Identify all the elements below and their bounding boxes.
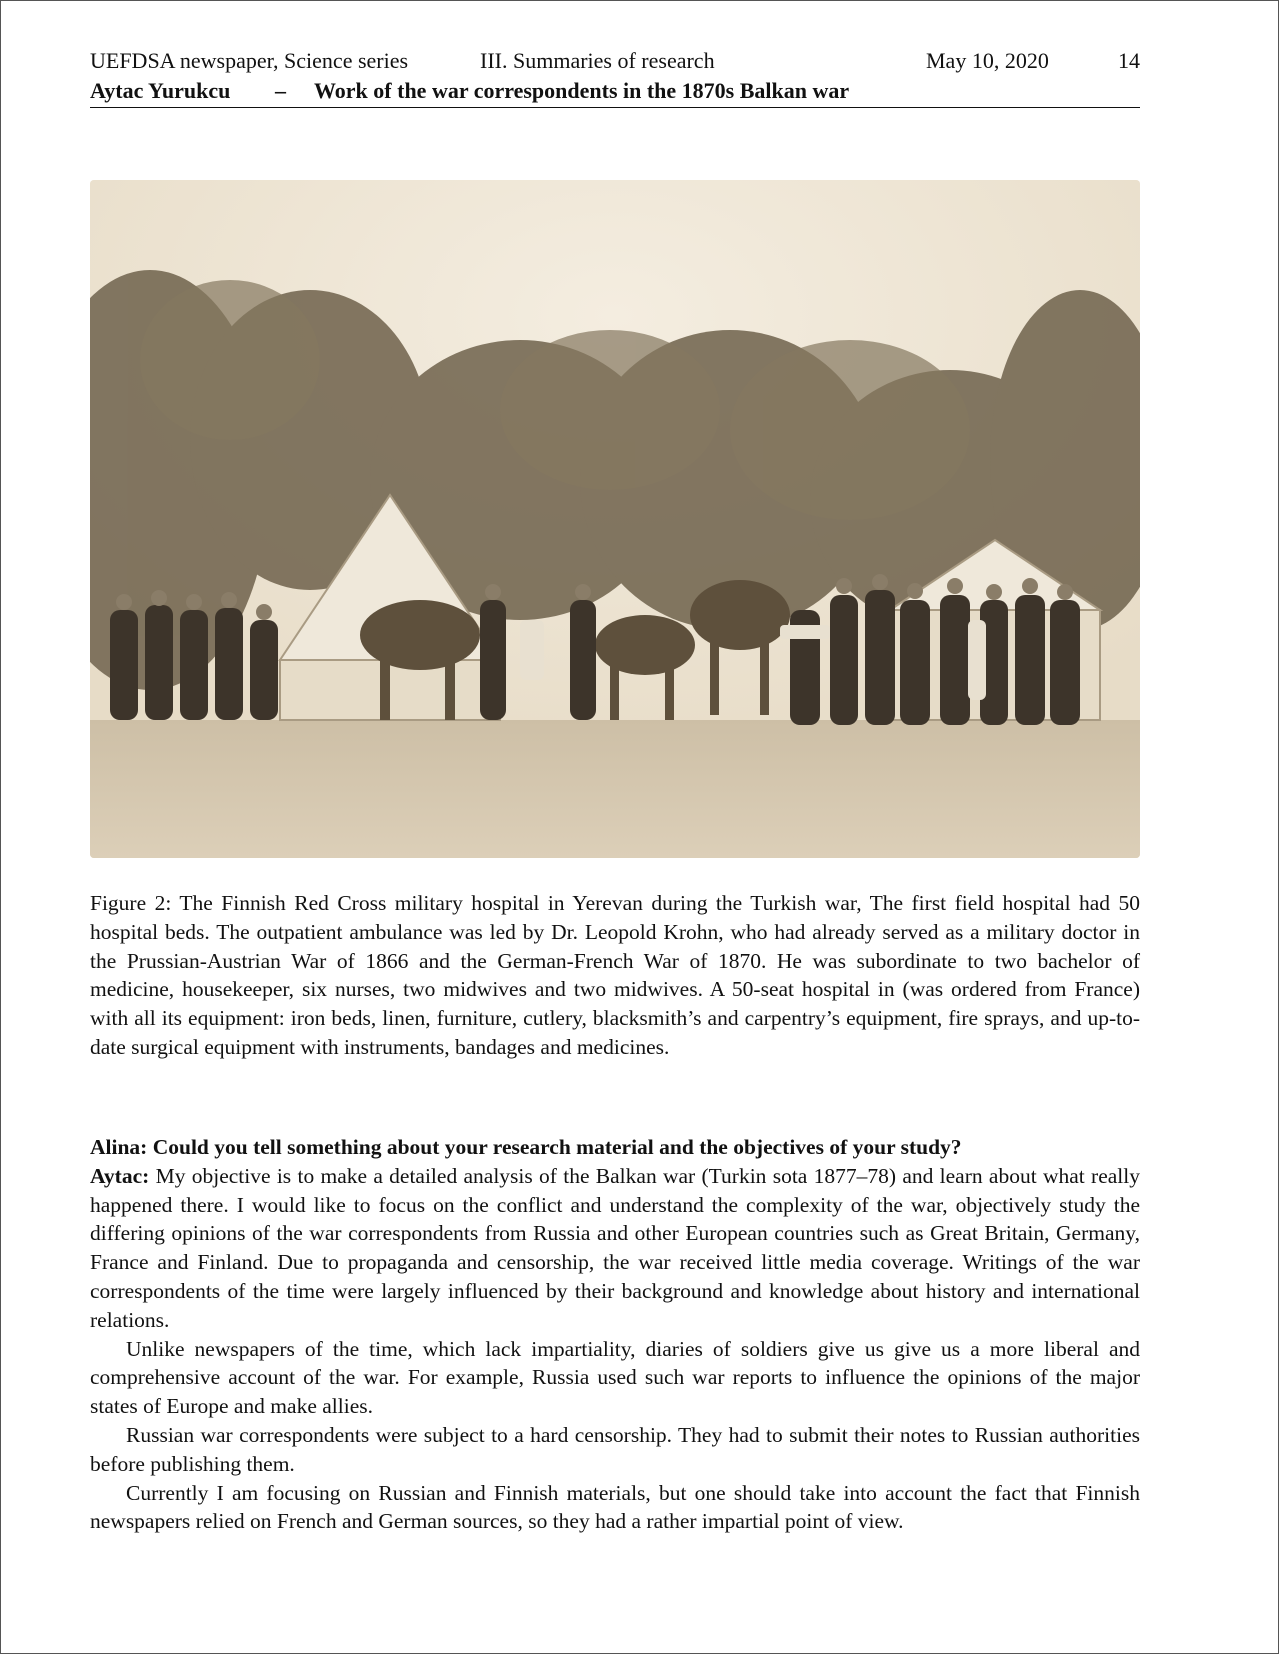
answer-paragraph-3: Russian war correspondents were subject to a hard censorship. They had to submit their notes to Russian authorities before publishing them. [90, 1422, 1140, 1476]
answer-paragraph-4: Currently I am focusing on Russian and Finnish materials, but one should take into account the fact that Finnish newspapers relied on French and German sources, so they had a rather impartial point of view. [90, 1480, 1140, 1534]
answer-text-1: My objective is to make a detailed analysis of the Balkan war (Turkin sota 1877–78) and learn about what really happened there. I would like to focus on the conflict and understand the complexity of the war, objectively study the differing opinions of the war correspondents from Russia and other European countries such as Great Britain, Germany, France and Finland. Due to propaganda and censorship, the war received little media coverage. Writings of the war correspondents of the time were largely influenced by their background and knowledge about history and international relations. [90, 1163, 1140, 1332]
running-header [90, 46, 1140, 106]
answer-speaker: Aytac: [90, 1163, 150, 1188]
article-body [90, 1133, 1140, 1536]
issue-date: May 10, 2020 [926, 48, 1049, 73]
article-title: Work of the war correspondents in the 1870s Balkan war [314, 78, 850, 103]
header-row-1 [90, 46, 1140, 76]
answer-paragraph-1 [90, 1162, 1140, 1335]
author-name: Aytac Yurukcu [90, 78, 231, 103]
header-dash: – [275, 78, 286, 103]
page-number: 14 [1118, 48, 1140, 73]
header-rule [90, 107, 1140, 108]
figure-caption: Figure 2: The Finnish Red Cross military hospital in Yerevan during the Turkish war, The first field hospital had 50 hospital beds. The outpatient ambulance was led by Dr. Leopold Krohn, who had already served as a military doctor in the Prussian-Austrian War of 1866 and the German-French War of 1870. He was subordinate to two bachelor of medicine, housekeeper, six nurses, two midwives and two midwives. A 50-seat hospital in (was ordered from France) with all its equipment: iron beds, linen, furniture, cutlery, blacksmith’s and carpentry’s equipment, fire sprays, and up-to-date surgical equipment with instruments, bandages and medicines. [90, 891, 1140, 1059]
answer-paragraph-2: Unlike newspapers of the time, which lack impartiality, diaries of soldiers give us give us a more liberal and comprehensive account of the war. For example, Russia used such war reports to influence the opinions of the major states of Europe and make allies. [90, 1336, 1140, 1419]
header-row-2 [90, 76, 1140, 106]
section-name: III. Summaries of research [480, 48, 715, 73]
historical-photograph [90, 180, 1140, 858]
publication-name: UEFDSA newspaper, Science series [90, 48, 409, 73]
photograph-illustration [90, 180, 1140, 858]
interview-question: Alina: Could you tell something about your research material and the objectives of your study? [90, 1135, 962, 1159]
